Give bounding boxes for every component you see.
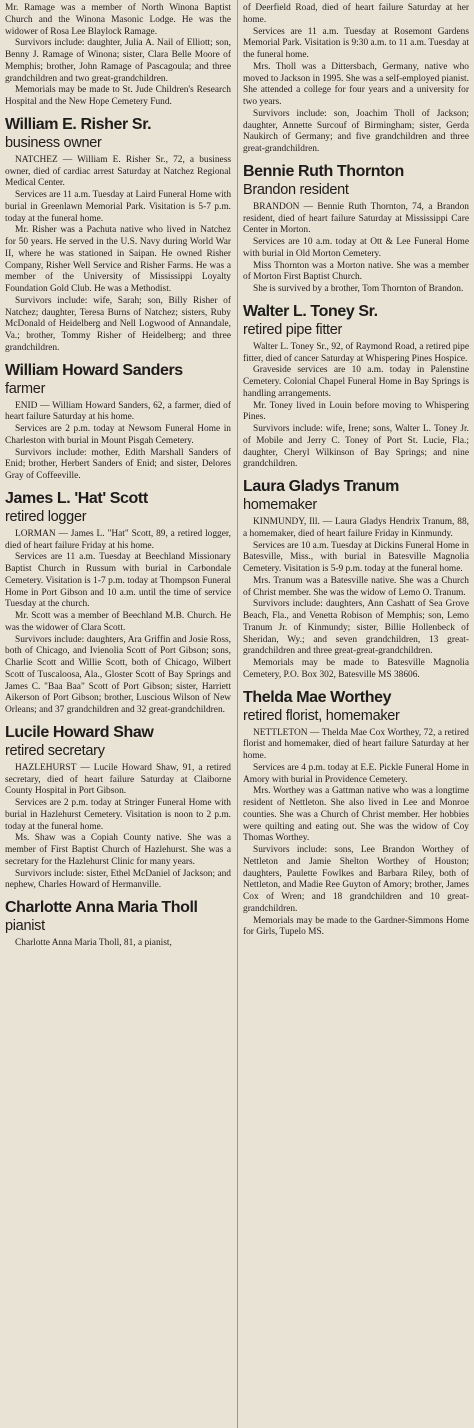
obit-paragraph: Services are 2 p.m. today at Newsom Funeral Home in Charleston with burial in Mount Pisgah Cemetery. <box>5 424 231 446</box>
obit-paragraph: Services are 11 a.m. Tuesday at Beechland Missionary Baptist Church in Russum with burial in Carbondale Cemetery. Visitation is 1-7 p.m. today at Thompson Funeral Home in Port Gibson and 10 a.m. until the time of service Tuesday at the church. <box>5 552 231 610</box>
obit-paragraph: Miss Thornton was a Morton native. She was a member of Morton First Baptist Church. <box>243 260 469 283</box>
obit-paragraph: Survivors include: sons, Lee Brandon Worthey of Nettleton and Jamie Shelton Worthey of Houston; daughters, Paulette Fowlkes and Barbara Riley, both of Nettleton, and Madie Ree Guyton of Amory; brother, James Cox of Wren; and 18 grandchildren and 10 great-grandchildren. <box>243 845 469 914</box>
obit-paragraph: Ms. Shaw was a Copiah County native. She was a member of First Baptist Church of Hazlehurst. She was a secretary for the Hazlehurst Clinic for many years. <box>5 833 231 867</box>
obituary-name: James L. 'Hat' Scott <box>5 489 148 507</box>
obituary-name: Lucile Howard Shaw <box>5 723 154 741</box>
obituary-name: Charlotte Anna Maria Tholl <box>5 899 198 916</box>
obit-paragraph: LORMAN — James L. "Hat" Scott, 89, a retired logger, died of heart failure Friday at his home. <box>5 528 231 551</box>
obit-paragraph: Survivors include: son, Joachim Tholl of Jackson; daughter, Annette Surcouf of Birmingham; sister, Gerda Naukirch of Germany; and five grandchildren and three great-grandchildren. <box>243 108 469 154</box>
obit-paragraph: Graveside services are 10 a.m. today in Palenstine Cemetery. Colonial Chapel Funeral Home in Bay Springs is handling arrangements. <box>243 365 469 399</box>
obituary-name: William Howard Sanders <box>5 361 183 379</box>
obituary-name: Walter L. Toney Sr. <box>243 302 378 320</box>
obituary-occupation: retired pipe fitter <box>243 321 343 338</box>
obit-paragraph: Services are 10 a.m. today at Ott & Lee Funeral Home with burial in Old Morton Cemetery. <box>243 237 469 259</box>
obit-paragraph: Survivors include: daughter, Julia A. Nail of Elliott; son, Benny J. Ramage of Winona; sister, Clara Belle Moore of Memphis; brother, John Ramage of Pascagoula; and three grandchildren and two great-grandchildren. <box>5 38 231 84</box>
obit-paragraph: Survivors include: daughters, Ann Cashatt of Sea Grove Beach, Fla., and Venetta Robison of Memphis; son, Lemo Tranum Jr. of Kinmundy; sister, Billie Hollenbeck of Sheridan, Wy.; and seven grandchildren, 13 great-grandchildren and three great-great-grandchildren. <box>243 599 469 657</box>
obit-paragraph: Walter L. Toney Sr., 92, of Raymond Road, a retired pipe fitter, died of cancer Saturday at Whispering Pines Hospice. <box>243 341 469 364</box>
obit-paragraph: Mrs. Tranum was a Batesville native. She was a Church of Christ member. She was the widow of Lemo O. Tranum. <box>243 575 469 598</box>
obituary-tranum <box>243 477 469 682</box>
obituary-name: Bennie Ruth Thornton <box>243 162 404 180</box>
obit-paragraph: Services are 11 a.m. Tuesday at Rosemont Gardens Memorial Park. Visitation is 9:30 a.m. to 11 a.m. Tuesday at the funeral home. <box>243 26 469 60</box>
obituary-name: Thelda Mae Worthey <box>243 688 392 706</box>
obit-paragraph: Survivors include: sister, Ethel McDaniel of Jackson; and nephew, Charles Howard of Hermanville. <box>5 868 231 891</box>
obit-paragraph: Mrs. Worthey was a Gattman native who was a longtime resident of Nettleton. She also lived in Lee and Monroe counties. She was a Church of Christ member. Her hobbies were quilting and eating out. She was the widow of Coy Thomas Worthey. <box>243 786 469 844</box>
obituary-worthey <box>243 688 469 940</box>
obituary-occupation: homemaker <box>243 497 317 513</box>
obituary-occupation: retired secretary <box>5 742 105 759</box>
obituary-tholl <box>5 898 231 950</box>
obituary-scott <box>5 489 231 717</box>
obit-paragraph: ENID — William Howard Sanders, 62, a farmer, died of heart failure Saturday at his home. <box>5 400 231 423</box>
obit-paragraph: NATCHEZ — William E. Risher Sr., 72, a business owner, died of cardiac arrest Saturday at Natchez Regional Medical Center. <box>5 154 231 189</box>
obit-paragraph: Memorials may be made to Batesville Magnolia Cemetery, P.O. Box 302, Batesville MS 38606. <box>243 658 469 680</box>
obit-paragraph: Services are 4 p.m. today at E.E. Pickle Funeral Home in Amory with burial in Providence Cemetery. <box>243 762 469 785</box>
obit-paragraph: Mr. Ramage was a member of North Winona Baptist Church and the Winona Masonic Lodge. He was the widower of Rosa Lee Blaylock Ramage. <box>5 3 231 37</box>
obituary-risher <box>5 115 231 355</box>
obituary-thornton <box>243 162 469 296</box>
obit-paragraph: Services are 11 a.m. Tuesday at Laird Funeral Home with burial in Greenlawn Memorial Park. Visitation is 5-7 p.m. today at the funeral home. <box>5 190 231 224</box>
obit-paragraph: Survivors include: mother, Edith Marshall Sanders of Enid; brother, Herbert Sanders of Enid; and sister, Delores Gray of Coffeeville. <box>5 447 231 481</box>
obituary-occupation: retired florist, homemaker <box>243 707 400 724</box>
obit-paragraph: Mrs. Tholl was a Dittersbach, Germany, native who moved to Jackson in 1995. She was a self-employed pianist. She attended a college for four years and a university for two years. <box>243 61 469 107</box>
obit-paragraph: of Deerfield Road, died of heart failure Saturday at her home. <box>243 3 469 25</box>
obit-paragraph: Survivors include: wife, Irene; sons, Walter L. Toney Jr. of Mobile and Jerry C. Toney of Port St. Lucie, Fla.; daughter, Cheryl Wilkinson of Bay Springs; and nine grandchildren. <box>243 424 469 470</box>
right-column <box>243 3 469 1428</box>
obituary-name: Laura Gladys Tranum <box>243 478 400 495</box>
obituary-sanders <box>5 361 231 483</box>
obit-paragraph: HAZLEHURST — Lucile Howard Shaw, 91, a retired secretary, died of heart failure Saturday at Claiborne County Hospital in Port Gibson. <box>5 762 231 797</box>
obit-paragraph: She is survived by a brother, Tom Thornton of Brandon. <box>253 284 464 294</box>
obituary-toney <box>243 302 469 471</box>
obit-paragraph: KINMUNDY, Ill. — Laura Gladys Hendrix Tranum, 88, a homemaker, died of heart failure Friday in Kinmundy. <box>243 517 469 539</box>
obituary-occupation: farmer <box>5 380 46 397</box>
obit-paragraph: Charlotte Anna Maria Tholl, 81, a pianist, <box>15 938 172 948</box>
obituary-name: William E. Risher Sr. <box>5 115 152 133</box>
left-column <box>5 3 231 1428</box>
obit-paragraph: Services are 10 a.m. Tuesday at Dickins Funeral Home in Batesville, Miss., with burial in Batesville Magnolia Cemetery. Visitation is 5-9 p.m. today at the funeral home. <box>243 540 469 574</box>
obit-paragraph: Services are 2 p.m. today at Stringer Funeral Home with burial in Hazlehurst Cemetery. Visitation is noon to 2 p.m. today at the funeral home. <box>5 798 231 832</box>
obit-paragraph: Memorials may be made to St. Jude Children's Research Hospital and the New Hope Cemetery Fund. <box>5 85 231 107</box>
obit-paragraph: Mr. Risher was a Pachuta native who lived in Natchez for 50 years. He served in the U.S. Navy during World War II, where he was stationed in Saipan. He owned Risher Company, Risher Well Service and Risher Farms. He was a member of the University of Mississippi Loyalty Foundation Gold Club. He was a Methodist. <box>5 225 231 294</box>
obituary-occupation: business owner <box>5 134 102 151</box>
obit-paragraph: NETTLETON — Thelda Mae Cox Worthey, 72, a retired florist and homemaker, died of heart failure Saturday at her home. <box>243 727 469 761</box>
obit-paragraph: Memorials may be made to the Gardner-Simmons Home for Girls, Tupelo MS. <box>243 915 469 938</box>
obituary-occupation: pianist <box>5 918 45 934</box>
obituary-shaw <box>5 723 231 892</box>
obit-paragraph: Survivors include: wife, Sarah; son, Billy Risher of Natchez; daughter, Teresa Burns of Natchez; sisters, Ruby McDonald of Heidelberg and Nell Logwood of Annandale, Va.; brother, Tommy Risher of Heidelberg; and three grandchildren. <box>5 295 231 353</box>
obit-paragraph: Survivors include: daughters, Ara Griffin and Josie Ross, both of Chicago, and Ivienolia Scott of Port Gibson; sons, Charlie Scott and Willie Scott, both of Chicago, Wilbert Scott of Tuscaloosa, Ala., Gloster Scott of Bay Springs and James C. "Baa Baa" Scott of Port Gibson; sister, Harriett Aikerson of Port Gibson; brother, Luscious Wilson of New Orleans; and 37 grandchildren and 32 great-grandchildren. <box>5 634 231 715</box>
column-divider <box>237 0 238 1428</box>
obituary-occupation: Brandon resident <box>243 181 349 198</box>
obit-paragraph: Mr. Scott was a member of Beechland M.B. Church. He was the widower of Clara Scott. <box>5 611 231 633</box>
obit-paragraph: Mr. Toney lived in Louin before moving to Whispering Pines. <box>243 400 469 423</box>
obit-paragraph: BRANDON — Bennie Ruth Thornton, 74, a Brandon resident, died of heart failure Saturday at Mississippi Care Center in Morton. <box>243 201 469 236</box>
obituary-occupation: retired logger <box>5 508 87 525</box>
